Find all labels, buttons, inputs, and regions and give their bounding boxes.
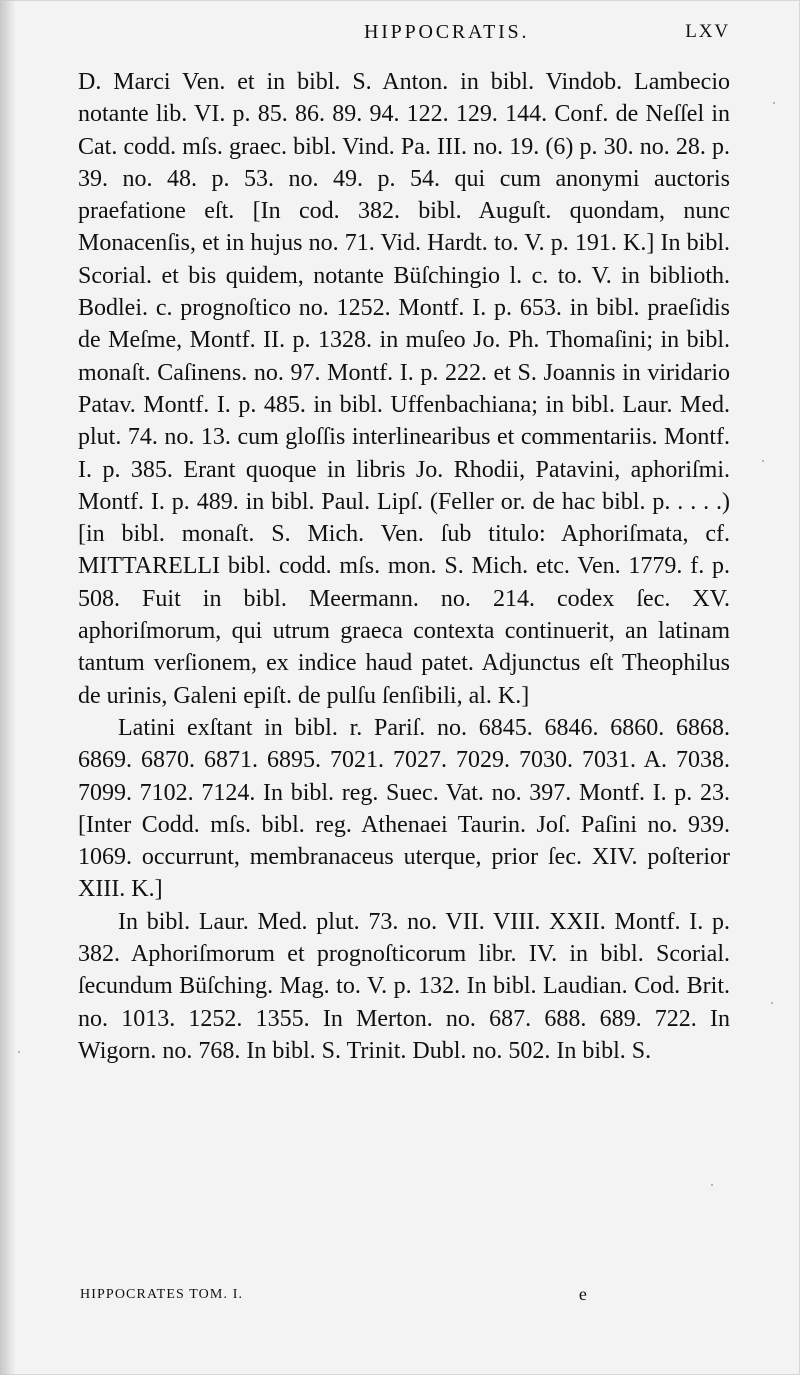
running-head: HIPPOCRATIS. (363, 20, 530, 43)
paragraph-2: Latini exſtant in bibl. r. Pariſ. no. 6845. 6846. 6860. 6868. 6869. 6870. 6871. 6895. 7021. 7027. 7029. 7030. 7031. A. 7038. 7099. 7102. 7124. In bibl. reg. Suec. Vat. no. 397. Montf. I. p. 23. [Inter Codd. mſs. bibl. reg. Athenaei Taurin. Joſ. Paſini no. 939. 1069. occurrunt, membranaceus uterque, prior ſec. XIV. poſterior XIII. K.] (78, 714, 730, 903)
paragraph-1: D. Marci Ven. et in bibl. S. Anton. in bibl. Vindob. Lambecio notante lib. VI. p. 85. 86. 89. 94. 122. 129. 144. Conf. de Neſſel in Cat. codd. mſs. graec. bibl. Vind. Pa. III. no. 19. (6) p. 30. no. 28. p. 39. no. 48. p. 53. no. 49. p. 54. qui cum anonymi auctoris praefatione eſt. [In cod. 382. bibl. Auguſt. quondam, nunc Monacenſis, et in hujus no. 71. Vid. Hardt. to. V. p. 191. K.] In bibl. Scorial. et bis quidem, notante Büſchingio l. c. to. V. in biblioth. Bodlei. c. prognoſtico no. 1252. Montf. I. p. 653. in bibl. praeſidis de Meſme, Montf. II. p. 1328. in muſeo Jo. Ph. Thomaſini; in bibl. monaſt. Caſinens. no. 97. Montf. I. p. 222. et S. Joannis in viridario Patav. Montf. I. p. 485. in bibl. Uffenbachiana; in bibl. Laur. Med. plut. 74. no. 13. cum gloſſis interlinearibus et commentariis. Montf. I. p. 385. Erant quoque in libris Jo. Rhodii, Patavini, aphoriſmi. Montf. I. p. 489. in bibl. Paul. Lipſ. (Feller or. de hac bibl. p. . . . .) [in bibl. monaſt. S. Mich. Ven. ſub titulo: Aphoriſmata, cf. MITTARELLI bibl. codd. mſs. mon. S. Mich. etc. Ven. 1779. f. p. 508. Fuit in bibl. Meermann. no. 214. codex ſec. XV. aphoriſmorum, qui utrum graeca contexta continuerit, an latinam tantum verſionem, ex indice haud patet. Adjunctus eſt Theophilus de urinis, Galeni epiſt. de pulſu ſenſibili, al. K.] (78, 69, 730, 709)
print-speck (711, 1184, 713, 1186)
page-header (88, 18, 730, 46)
main-text (78, 66, 730, 1067)
paragraph-3: In bibl. Laur. Med. plut. 73. no. VII. VIII. XXII. Montf. I. p. 382. Aphoriſmorum et prognoſticorum libr. IV. in bibl. Scorial. ſecundum Büſching. Mag. to. V. p. 132. In bibl. Laudian. Cod. Brit. no. 1013. 1252. 1355. In Merton. no. 687. 688. 689. 722. In Wigorn. no. 768. In bibl. S. Trinit. Dubl. no. 502. In bibl. S. (78, 908, 730, 1064)
print-speck (771, 1002, 773, 1004)
footer-signature: e (578, 1284, 588, 1304)
page-gutter-shadow (0, 0, 16, 1375)
page-footer (80, 1284, 590, 1305)
footer-left: HIPPOCRATES TOM. I. (80, 1286, 244, 1302)
print-speck (18, 1051, 20, 1053)
print-speck (762, 460, 764, 462)
print-speck (773, 102, 775, 104)
page-number: LXV (685, 21, 730, 42)
